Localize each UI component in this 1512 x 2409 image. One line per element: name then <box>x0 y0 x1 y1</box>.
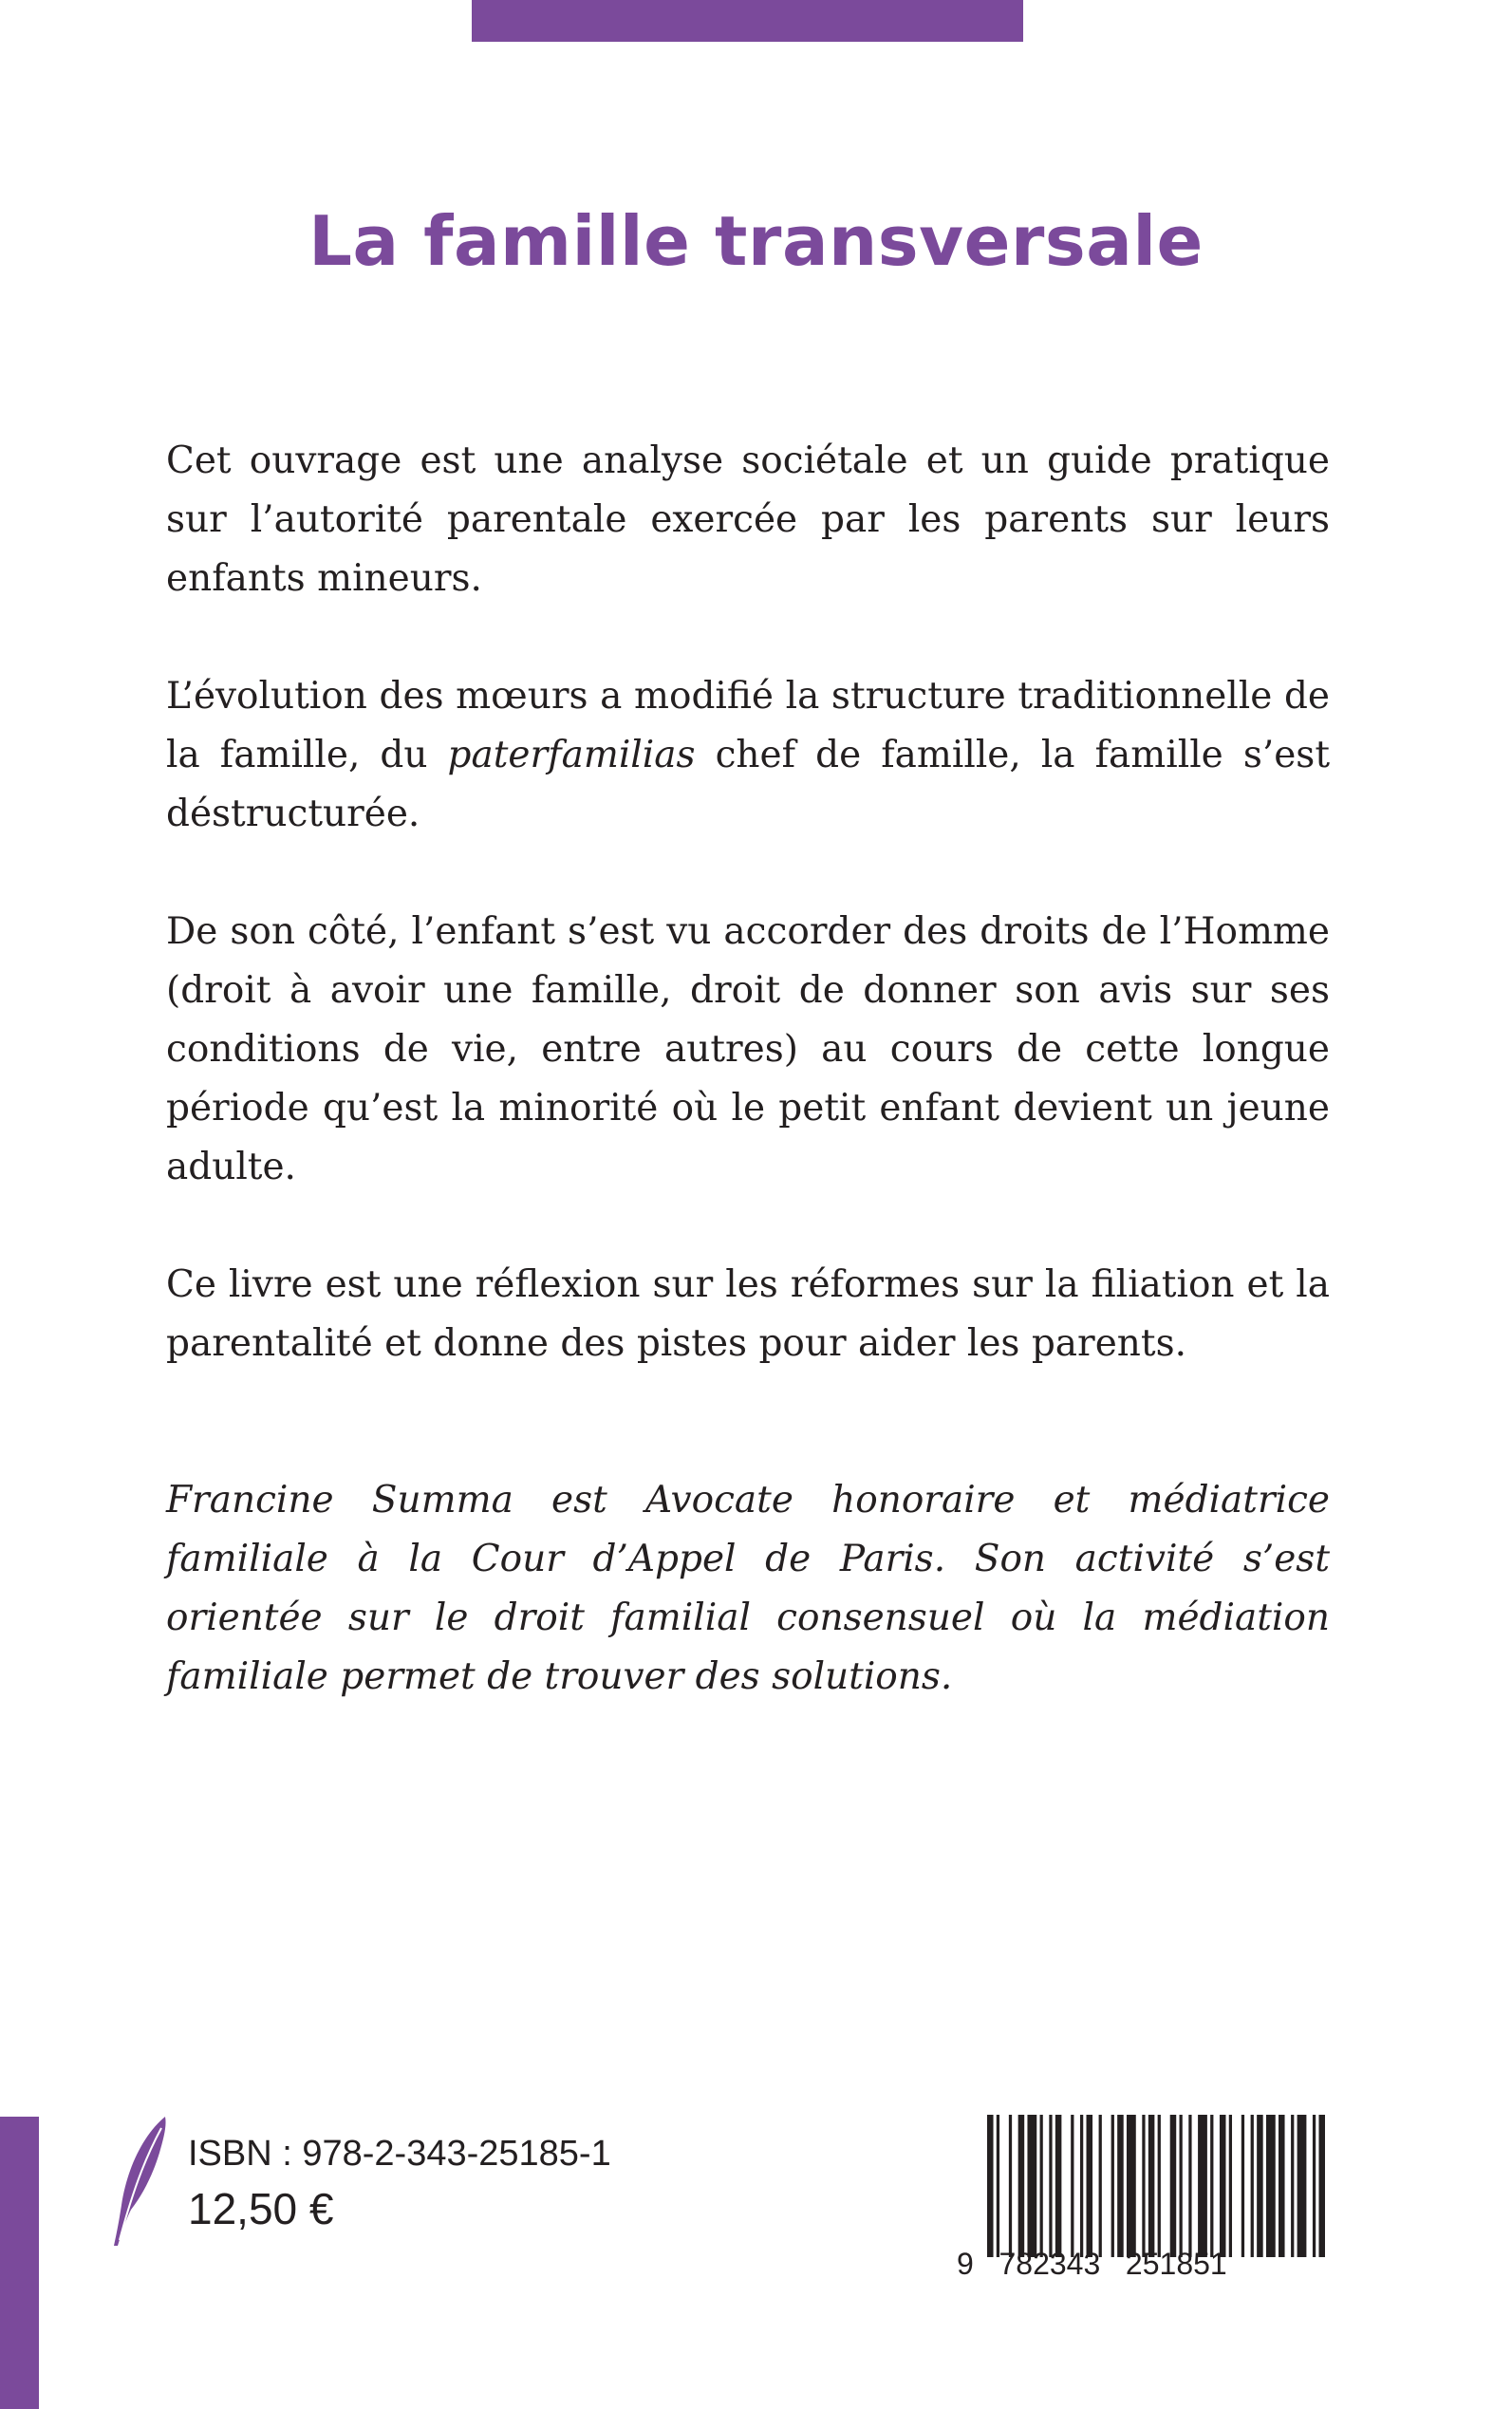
barcode-bar <box>1111 2115 1114 2257</box>
summary-paragraph-4: Ce livre est une réflexion sur les réformes sur la filiation et la parentalité et donne des pistes pour aider les parents. <box>166 1263 1330 1365</box>
barcode-bar <box>1179 2115 1182 2257</box>
barcode-bar <box>1040 2115 1043 2257</box>
barcode-bar <box>1241 2115 1244 2257</box>
barcode-digits: 9 782343 251851 <box>957 2247 1227 2281</box>
barcode-bar <box>1080 2115 1083 2257</box>
summary-paragraph-1: Cet ouvrage est une analyse sociétale et un guide pratique sur l’autorité parentale exercée par les parents sur leurs enfants mineurs. <box>166 439 1330 600</box>
book-title: La famille transversale <box>308 201 1204 281</box>
barcode-bar <box>1142 2115 1145 2257</box>
barcode-bar <box>1251 2115 1254 2257</box>
quill-icon <box>106 2115 173 2248</box>
author-bio: Francine Summa est Avocate honoraire et médiatrice familiale à la Cour d’Appel de Paris. Son activité s’est orientée sur le droit familial consensuel où la médiation familiale permet de trouver des solutions. <box>166 1479 1330 1698</box>
barcode-bar <box>1188 2115 1191 2257</box>
barcode-bar <box>1117 2115 1124 2257</box>
summary-paragraph-3: De son côté, l’enfant s’est vu accorder des droits de l’Homme (droit à avoir une famille, droit de donner son avis sur ses conditions de vie, entre autres) au cours de cette longue période qu’est la minorité où le petit enfant devient un jeune adulte. <box>166 910 1330 1188</box>
summary-paragraph-2 <box>166 667 1330 844</box>
paragraph-2-start: L’évolution des mœurs a modifié la structure traditionnelle de la famille, du <box>166 675 1330 776</box>
barcode-bar <box>1099 2115 1102 2257</box>
barcode-bar <box>1266 2115 1276 2257</box>
barcode-bar <box>1071 2115 1073 2257</box>
barcode-bar <box>1313 2115 1316 2257</box>
price: 12,50 € <box>188 2184 334 2233</box>
barcode-bar <box>997 2115 999 2257</box>
paterfamilias-term: paterfamilias <box>447 734 696 776</box>
barcode <box>987 2115 1325 2257</box>
barcode-bar <box>1027 2115 1036 2257</box>
side-accent-bar <box>0 2117 39 2409</box>
barcode-bar <box>1127 2115 1136 2257</box>
top-accent-bar <box>472 0 1023 42</box>
barcode-bar <box>1291 2115 1294 2257</box>
barcode-bar <box>1018 2115 1025 2257</box>
barcode-bar <box>1087 2115 1093 2257</box>
barcode-bar <box>1170 2115 1177 2257</box>
barcode-bar <box>987 2115 994 2257</box>
barcode-bar <box>1210 2115 1213 2257</box>
isbn: ISBN : 978-2-343-25185-1 <box>188 2134 611 2174</box>
barcode-bar <box>1158 2115 1161 2257</box>
barcode-bar <box>1297 2115 1307 2257</box>
barcode-bar <box>1198 2115 1207 2257</box>
barcode-bar <box>1049 2115 1052 2257</box>
barcode-bar <box>1229 2115 1232 2257</box>
barcode-bar <box>1279 2115 1285 2257</box>
barcode-bar <box>1318 2115 1325 2257</box>
barcode-bar <box>1220 2115 1226 2257</box>
paragraph-2-end: chef de famille, la famille s’est déstructurée. <box>166 734 1330 835</box>
barcode-bar <box>1009 2115 1012 2257</box>
barcode-bar <box>1055 2115 1062 2257</box>
barcode-bar <box>1148 2115 1155 2257</box>
summary <box>166 432 1330 1432</box>
barcode-bar <box>1257 2115 1263 2257</box>
